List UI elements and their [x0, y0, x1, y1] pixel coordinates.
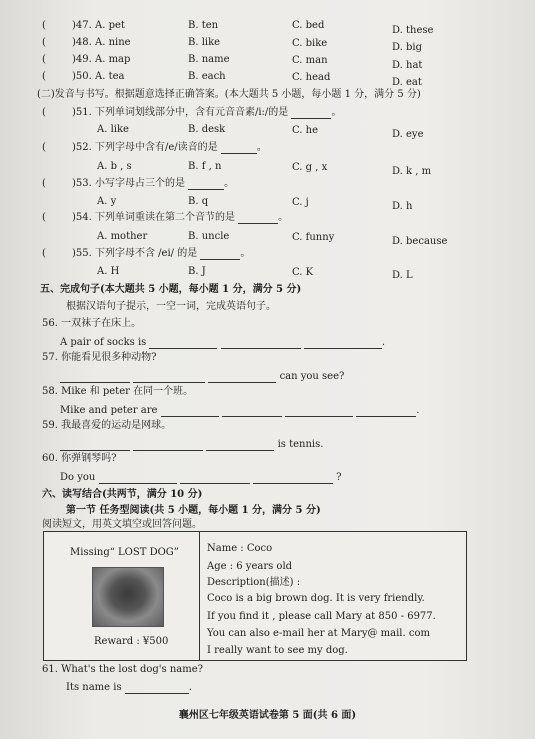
q51-option-a: A. like — [97, 124, 129, 135]
answer-blank[interactable] — [60, 440, 130, 451]
q52-option-a: A. b , s — [97, 161, 132, 172]
answer-blank[interactable] — [221, 338, 301, 349]
q57-sentence: can you see? — [60, 371, 344, 383]
q48-stem: )48. A. nine — [72, 37, 131, 48]
q54-option-a: A. mother — [97, 231, 148, 242]
answer-blank[interactable] — [133, 440, 203, 451]
notice-line: Age : 6 years old — [207, 561, 293, 572]
notice-line: Description(描述) : — [207, 577, 301, 588]
answer-blank[interactable] — [200, 249, 240, 260]
q55-stem: )55. 下列字母不含 /ei/ 的是 。 — [72, 248, 251, 259]
q47-option-d: D. these — [392, 25, 434, 36]
q55-option-a: A. H — [97, 266, 120, 277]
notice-divider — [199, 532, 200, 660]
paren-55: ( — [42, 248, 46, 259]
q51-option-d: D. eye — [392, 129, 424, 140]
q49-option-c: C. man — [292, 55, 328, 66]
paren-48: ( — [42, 37, 46, 48]
q48-option-b: B. like — [188, 37, 221, 48]
paren-47: ( — [42, 20, 46, 31]
q47-option-c: C. bed — [292, 20, 325, 31]
q53-option-c: C. j — [292, 197, 309, 208]
q55-option-c: C. K — [292, 267, 314, 278]
answer-blank[interactable] — [161, 406, 219, 417]
paren-53: ( — [42, 178, 46, 189]
q58-sentence: Mike and peter are . — [60, 405, 420, 416]
notice-line: Coco is a big brown dog. It is very friendly. — [207, 593, 425, 604]
answer-blank[interactable] — [238, 213, 278, 224]
q51-stem: )51. 下列单词划线部分中，含有元音音素/i:/的是 。 — [72, 107, 342, 118]
answer-blank[interactable] — [125, 683, 189, 694]
section-6-part-1: 第一节 任务型阅读(共 5 小题，每小题 1 分，满分 5 分) — [66, 505, 321, 516]
paren-54: ( — [42, 212, 46, 223]
q54-option-b: B. uncle — [188, 231, 230, 242]
lost-dog-notice — [43, 531, 467, 661]
q55-option-b: B. J — [188, 266, 206, 277]
paren-52: ( — [42, 142, 46, 153]
answer-blank[interactable] — [208, 372, 276, 383]
answer-blank[interactable] — [291, 108, 331, 119]
q54-option-d: D. because — [392, 236, 448, 247]
q50-option-c: C. head — [292, 72, 331, 83]
q53-option-d: D. h — [392, 201, 413, 212]
section-2-header: (二)发音与书写。根据题意选择正确答案。(本大题共 5 小题，每小题 1 分，满分 5 分) — [37, 89, 421, 100]
q50-stem: )50. A. tea — [72, 71, 125, 82]
q49-option-b: B. name — [188, 54, 230, 65]
q52-option-d: D. k , m — [392, 166, 432, 177]
q56-sentence: A pair of socks is . — [60, 337, 386, 348]
q48-option-c: C. bike — [292, 38, 328, 49]
q57-chinese: 57. 你能看见很多种动物? — [42, 352, 157, 363]
notice-line: Name : Coco — [207, 543, 273, 554]
page-footer: 襄州区七年级英语试卷第 5 面(共 6 面) — [178, 710, 357, 721]
notice-reward: Reward : ¥500 — [94, 636, 169, 647]
answer-blank[interactable] — [188, 179, 224, 190]
notice-line: If you find it , please call Mary at 850 - 6977. — [207, 611, 436, 622]
dog-photo — [92, 567, 164, 627]
q58-chinese: 58. Mike 和 peter 在同一个班。 — [42, 386, 194, 397]
answer-blank[interactable] — [149, 338, 217, 349]
q51-option-b: B. desk — [188, 124, 226, 135]
section-6-instructions: 阅读短文，用英文填空或回答问题。 — [42, 519, 202, 530]
q59-sentence: is tennis. — [60, 439, 323, 451]
q47-stem: )47. A. pet — [72, 20, 125, 31]
answer-blank[interactable] — [304, 338, 382, 349]
paren-50: ( — [42, 71, 46, 82]
answer-blank[interactable] — [285, 406, 353, 417]
q53-option-b: B. q — [188, 196, 209, 207]
section-5-instructions: 根据汉语句子提示，一空一词，完成英语句子。 — [66, 301, 276, 312]
answer-blank[interactable] — [356, 406, 416, 417]
q60-chinese: 60. 你弹钢琴吗? — [42, 453, 117, 464]
q52-stem: )52. 下列字母中含有/e/读音的是 。 — [72, 142, 267, 153]
answer-blank[interactable] — [180, 473, 250, 484]
q49-option-d: D. hat — [392, 60, 423, 71]
q60-sentence: Do you ? — [60, 472, 342, 483]
q54-stem: )54. 下列单词重读在第二个音节的是 。 — [72, 212, 289, 223]
q56-chinese: 56. 一双袜子在床上。 — [42, 318, 142, 329]
q49-stem: )49. A. map — [72, 54, 131, 65]
paren-49: ( — [42, 54, 46, 65]
section-6-header: 六、读写结合(共两节，满分 10 分) — [42, 489, 203, 500]
q53-option-a: A. y — [97, 196, 117, 207]
q50-option-d: D. eat — [392, 77, 422, 88]
q55-option-d: D. L — [392, 270, 413, 281]
paren-51: ( — [42, 107, 46, 118]
answer-blank[interactable] — [133, 372, 205, 383]
answer-blank[interactable] — [206, 440, 274, 451]
q54-option-c: C. funny — [292, 232, 335, 243]
notice-line: I really want to see my dog. — [207, 645, 348, 656]
q50-option-b: B. each — [188, 71, 226, 82]
answer-blank[interactable] — [60, 372, 130, 383]
q59-chinese: 59. 我最喜爱的运动是网球。 — [42, 420, 172, 431]
answer-blank[interactable] — [222, 406, 282, 417]
notice-line: You can also e-mail her at Mary@ mail. com — [207, 628, 430, 639]
q61-answer-line: Its name is . — [66, 682, 192, 693]
section-5-header: 五、完成句子(本大题共 5 小题，每小题 1 分，满分 5 分) — [40, 284, 302, 295]
q53-stem: )53. 小写字母占三个的是 。 — [72, 178, 235, 189]
q48-option-d: D. big — [392, 42, 423, 53]
q61-question: 61. What's the lost dog's name? — [42, 664, 203, 675]
q52-option-b: B. f , n — [188, 161, 222, 172]
q52-option-c: C. g , x — [292, 162, 328, 173]
answer-blank[interactable] — [221, 143, 257, 154]
notice-title: Missing“ LOST DOG” — [70, 547, 179, 558]
q51-option-c: C. he — [292, 125, 319, 136]
answer-blank[interactable] — [253, 473, 333, 484]
q47-option-b: B. ten — [188, 20, 219, 31]
answer-blank[interactable] — [99, 473, 177, 484]
